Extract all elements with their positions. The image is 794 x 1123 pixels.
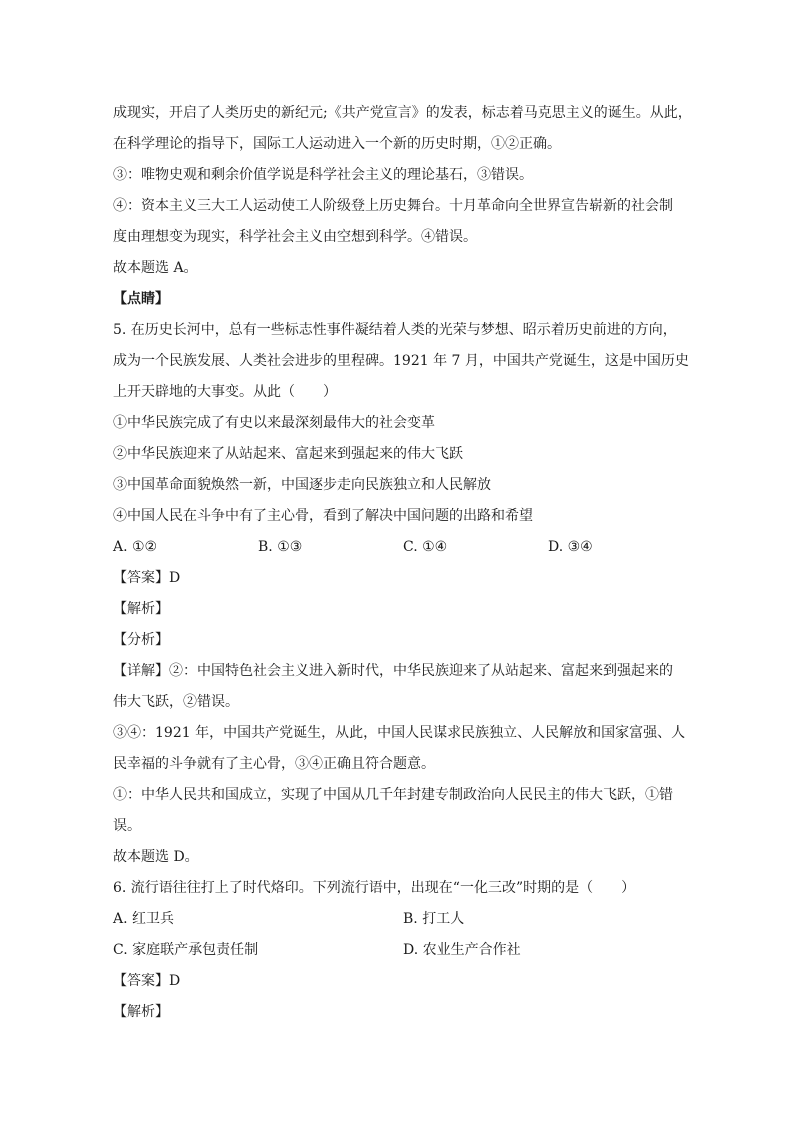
option-c: C. ①④ [403,539,448,555]
question-5-answer: 【答案】D [113,570,181,586]
conclusion-line: 故本题选 A。 [113,260,198,276]
text-line: ④：资本主义三大工人运动使工人阶级登上历史舞台。十月革命向全世界宣告崭新的社会制 [113,198,673,214]
question-5-stem: 5. 在历史长河中，总有一些标志性事件凝结着人类的光荣与梦想、昭示着历史前进的方向， [113,322,677,338]
option-a: A. ①② [113,539,158,555]
document-page [113,98,693,1028]
section-heading-fenxi: 【分析】 [113,632,169,648]
conclusion-line: 故本题选 D。 [113,849,199,865]
detail-line: 民幸福的斗争就有了主心骨，③④正确且符合题意。 [113,756,435,772]
text-line: 在科学理论的指导下，国际工人运动进入一个新的历史时期，①②正确。 [113,136,561,152]
detail-line: 误。 [113,818,141,834]
option-d: D. ③④ [548,539,593,555]
question-6-stem: 6. 流行语往往打上了时代烙印。下列流行语中，出现在“一化三改”时期的是（ ） [113,880,636,896]
text-line: 度由理想变为现实，科学社会主义由空想到科学。④错误。 [113,229,477,245]
question-6-answer: 【答案】D [113,973,181,989]
question-5-item: ②中华民族迎来了从站起来、富起来到强起来的伟大飞跃 [113,446,463,462]
option-b: B. 打工人 [403,911,465,927]
question-5-item: ③中国革命面貌焕然一新，中国逐步走向民族独立和人民解放 [113,477,491,493]
section-heading-jiexi: 【解析】 [113,1004,169,1020]
detail-line: ③④：1921 年，中国共产党诞生，从此，中国人民谋求民族独立、人民解放和国家富强、人 [113,725,686,741]
section-heading-dianjing: 【点睛】 [113,291,169,307]
section-heading-jiexi: 【解析】 [113,601,169,617]
question-5-item: ④中国人民在斗争中有了主心骨，看到了解决中国问题的出路和希望 [113,508,533,524]
question-5-item: ①中华民族完成了有史以来最深刻最伟大的社会变革 [113,415,435,431]
question-6-options-row [113,935,693,966]
text-line: ③：唯物史观和剩余价值学说是科学社会主义的理论基石，③错误。 [113,167,533,183]
question-6-options-row [113,904,693,935]
option-b: B. ①③ [258,539,303,555]
detail-line: 【详解】②：中国特色社会主义进入新时代，中华民族迎来了从站起来、富起来到强起来的 [113,663,673,679]
question-5-stem: 成为一个民族发展、人类社会进步的里程碑。1921 年 7 月，中国共产党诞生，这是中国历史 [113,353,689,369]
detail-line: 伟大飞跃，②错误。 [113,694,239,710]
question-5-options [113,532,693,563]
option-d: D. 农业生产合作社 [403,942,521,958]
option-c: C. 家庭联产承包责任制 [113,942,259,958]
text-line: 成现实，开启了人类历史的新纪元;《共产党宣言》的发表，标志着马克思主义的诞生。从此， [113,105,692,121]
question-5-stem: 上开天辟地的大事变。从此（ ） [113,384,337,400]
detail-line: ①：中华人民共和国成立，实现了中国从几千年封建专制政治向人民民主的伟大飞跃，①错 [113,787,673,803]
option-a: A. 红卫兵 [113,911,175,927]
